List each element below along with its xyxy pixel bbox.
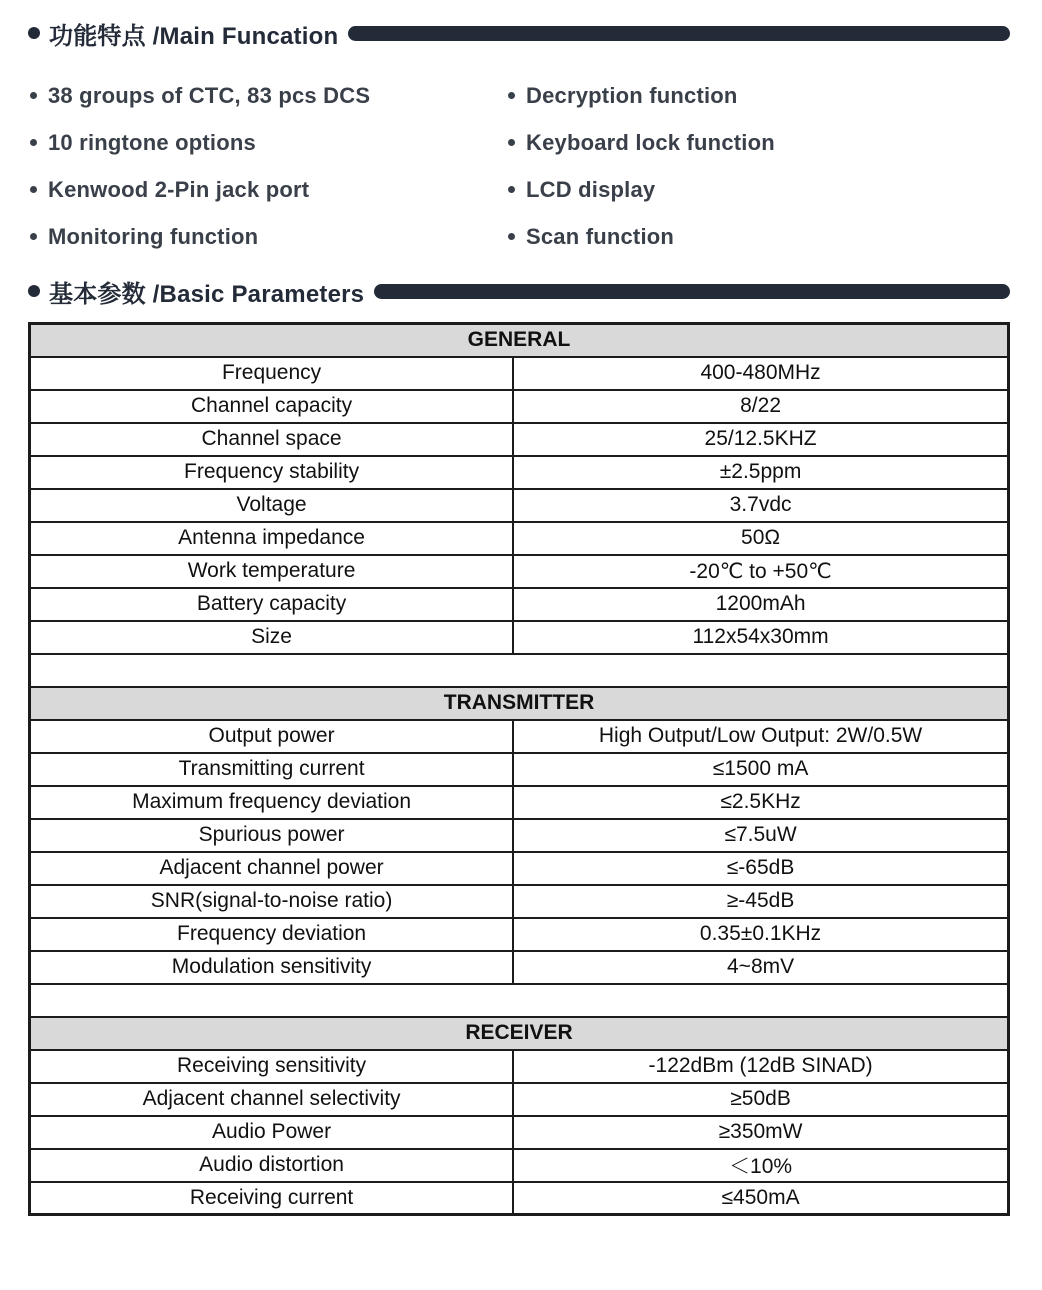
spec-label: Voltage [30,489,514,522]
feature-item [30,213,508,260]
spec-value: 0.35±0.1KHz [513,918,1008,951]
section-header-bar [374,284,1010,299]
spec-label: Work temperature [30,555,514,588]
feature-item [508,119,775,166]
section-bullet-icon [28,285,40,297]
feature-text: Keyboard lock function [526,129,775,155]
feature-text: Monitoring function [48,223,259,249]
table-section-header-row [30,324,1009,357]
spec-value: 400-480MHz [513,357,1008,390]
spec-row [30,951,1009,984]
spec-row [30,555,1009,588]
bullet-icon [508,139,515,146]
feature-item [30,119,508,166]
spec-value: 8/22 [513,390,1008,423]
spec-row [30,720,1009,753]
spec-value: High Output/Low Output: 2W/0.5W [513,720,1008,753]
spec-row [30,918,1009,951]
spacer-cell [30,984,1009,1017]
spacer-row [30,654,1009,687]
features-right-column [508,72,775,260]
feature-text: Kenwood 2-Pin jack port [48,176,310,202]
spec-row [30,1050,1009,1083]
spec-label: Frequency deviation [30,918,514,951]
spec-label: Channel space [30,423,514,456]
spacer-cell [30,654,1009,687]
spacer-row [30,984,1009,1017]
feature-text: 10 ringtone options [48,129,256,155]
spec-label: Modulation sensitivity [30,951,514,984]
spec-label: Output power [30,720,514,753]
table-section-header: TRANSMITTER [30,687,1009,720]
spec-label: Adjacent channel power [30,852,514,885]
spec-row [30,357,1009,390]
feature-text: LCD display [526,176,656,202]
bullet-icon [508,186,515,193]
spec-row [30,753,1009,786]
spec-row [30,489,1009,522]
spec-label: Receiving current [30,1182,514,1215]
table-section-header-row [30,1017,1009,1050]
spec-label: SNR(signal-to-noise ratio) [30,885,514,918]
bullet-icon [508,92,515,99]
table-section-header: RECEIVER [30,1017,1009,1050]
section-bullet-icon [28,27,40,39]
features-section-header [28,18,1010,48]
spec-value: 4~8mV [513,951,1008,984]
spec-label: Size [30,621,514,654]
spec-row [30,1149,1009,1182]
feature-item [508,213,775,260]
feature-item [508,166,775,213]
spec-value: ≤450mA [513,1182,1008,1215]
spec-row [30,1116,1009,1149]
spec-label: Maximum frequency deviation [30,786,514,819]
spec-row [30,621,1009,654]
feature-text: Scan function [526,223,675,249]
spec-value: 3.7vdc [513,489,1008,522]
spec-row [30,885,1009,918]
bullet-icon [30,139,37,146]
spec-row [30,852,1009,885]
spec-value: ≥350mW [513,1116,1008,1149]
spec-row [30,456,1009,489]
bullet-icon [508,233,515,240]
spec-row [30,1182,1009,1215]
feature-text: Decryption function [526,82,738,108]
spec-value: ＜10% [513,1149,1008,1182]
spec-value: 1200mAh [513,588,1008,621]
bullet-icon [30,186,37,193]
spec-row [30,819,1009,852]
features-left-column [30,72,508,260]
bullet-icon [30,233,37,240]
spec-label: Battery capacity [30,588,514,621]
feature-item [30,166,508,213]
spec-label: Spurious power [30,819,514,852]
spec-label: Frequency [30,357,514,390]
spec-value: 25/12.5KHZ [513,423,1008,456]
spec-value: ±2.5ppm [513,456,1008,489]
features-list [30,72,1010,260]
spec-label: Transmitting current [30,753,514,786]
spec-value: ≤7.5uW [513,819,1008,852]
spec-label: Adjacent channel selectivity [30,1083,514,1116]
spec-label: Antenna impedance [30,522,514,555]
spec-table-body [30,324,1009,1215]
spec-row [30,1083,1009,1116]
spec-value: ≤-65dB [513,852,1008,885]
spec-row [30,522,1009,555]
spec-value: -122dBm (12dB SINAD) [513,1050,1008,1083]
features-section-title: 功能特点 /Main Funcation [49,22,339,50]
feature-item [508,72,775,119]
spec-value: ≥50dB [513,1083,1008,1116]
table-section-header-row [30,687,1009,720]
spec-label: Audio Power [30,1116,514,1149]
parameters-section-header [28,276,1010,306]
spec-value: 112x54x30mm [513,621,1008,654]
bullet-icon [30,92,37,99]
spec-value: -20℃ to +50℃ [513,555,1008,588]
spec-value: 50Ω [513,522,1008,555]
spec-value: ≤1500 mA [513,753,1008,786]
spec-label: Channel capacity [30,390,514,423]
spec-row [30,588,1009,621]
spec-row [30,786,1009,819]
table-section-header: GENERAL [30,324,1009,357]
spec-value: ≤2.5KHz [513,786,1008,819]
parameters-section-title: 基本参数 /Basic Parameters [49,280,365,308]
section-header-bar [348,26,1010,41]
spec-row [30,390,1009,423]
spec-label: Receiving sensitivity [30,1050,514,1083]
feature-item [30,72,508,119]
feature-text: 38 groups of CTC, 83 pcs DCS [48,82,371,108]
spec-row [30,423,1009,456]
spec-value: ≥-45dB [513,885,1008,918]
spec-table [28,322,1010,1216]
spec-label: Frequency stability [30,456,514,489]
spec-label: Audio distortion [30,1149,514,1182]
